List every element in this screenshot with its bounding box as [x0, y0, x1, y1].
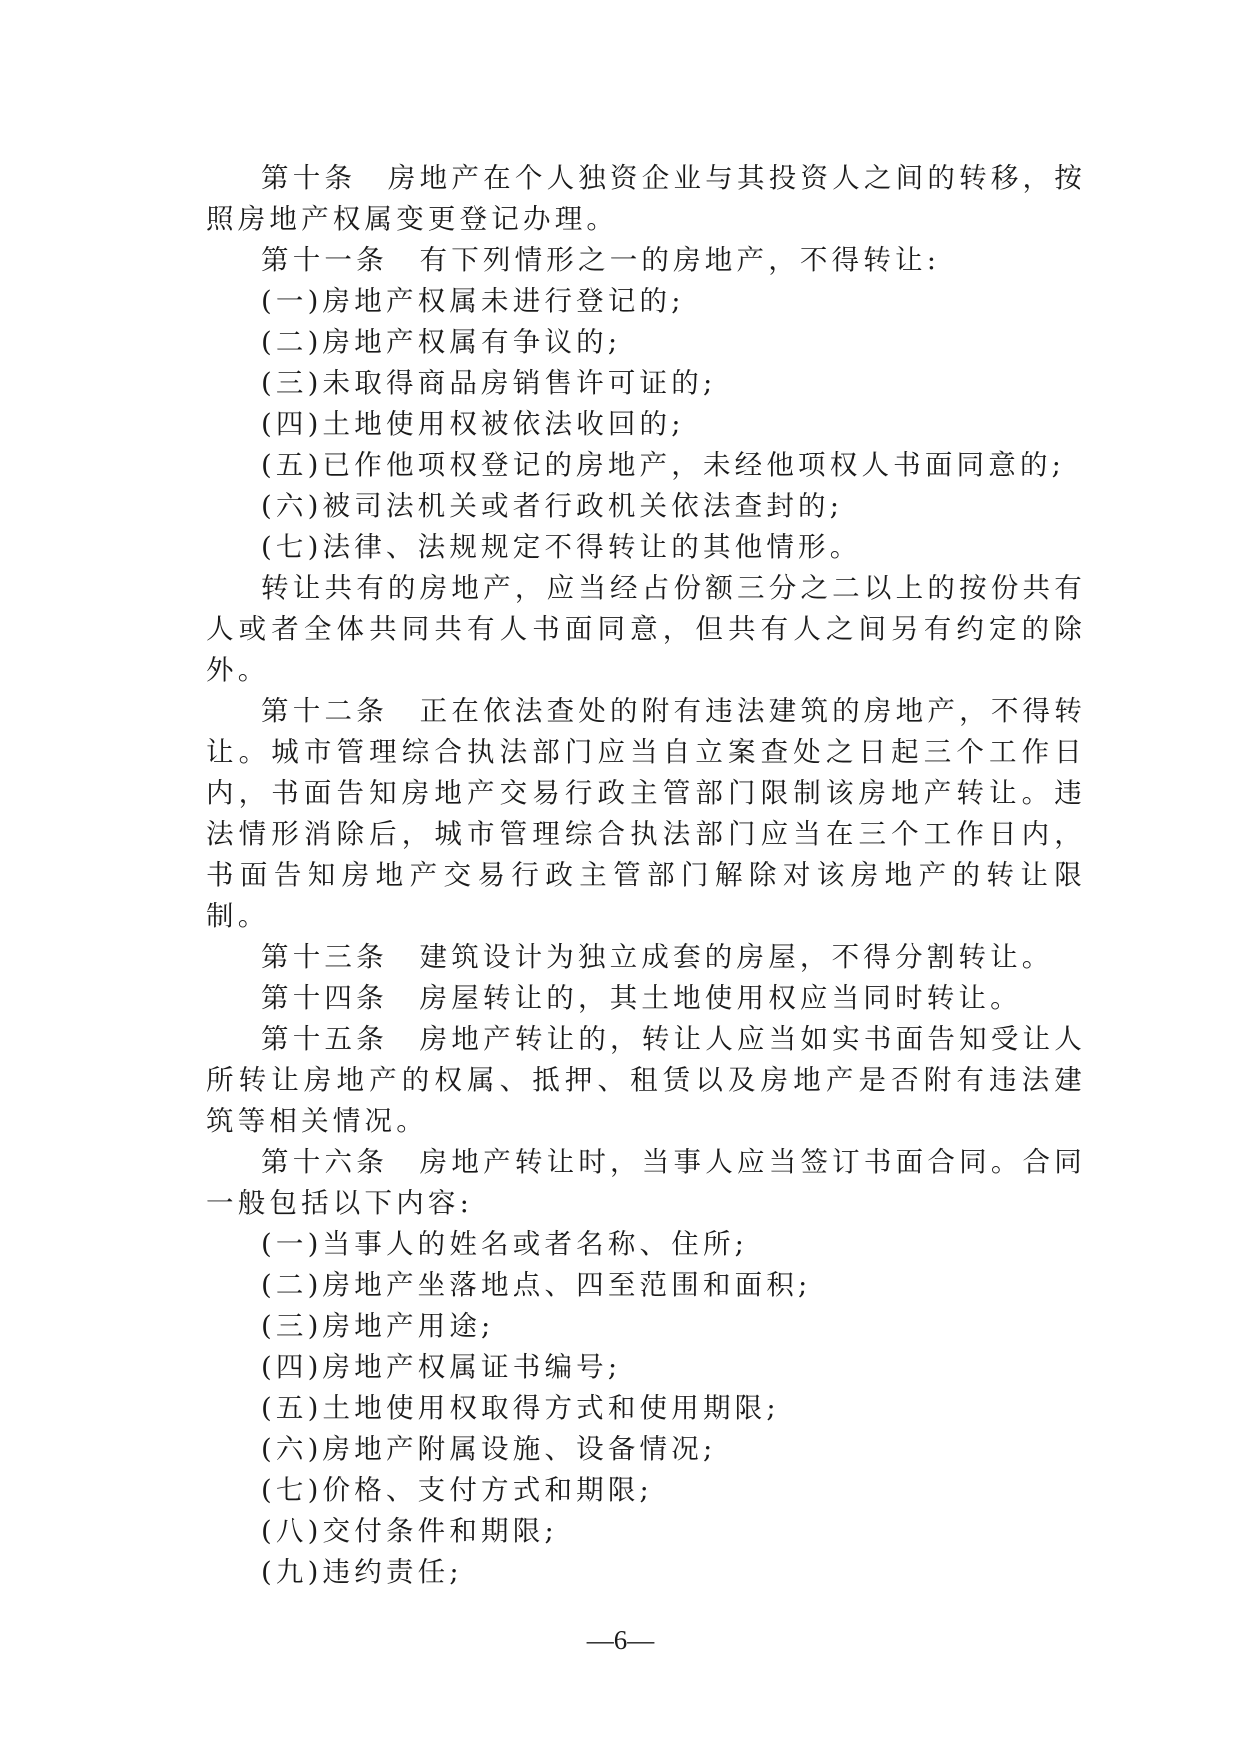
list-item: (二)房地产权属有争议的;: [261, 326, 622, 358]
list-item: (三)房地产用途;: [261, 1310, 495, 1342]
list-item: (七)价格、支付方式和期限;: [261, 1474, 654, 1506]
paragraph-article-11: 第十一条 有下列情形之一的房地产，不得转让:: [261, 244, 941, 276]
list-item: (五)土地使用权取得方式和使用期限;: [261, 1392, 780, 1424]
list-item: (八)交付条件和期限;: [261, 1515, 558, 1547]
paragraph-article-12: 第十二条 正在依法查处的附有违法建筑的房地产，不得转让。城市管理综合执法部门应当自立案查处之日起三个工作日内，书面告知房地产交易行政主管部门限制该房地产转让。违法情形消除后，城市管理综合执法部门应当在三个工作日内，书面告知房地产交易行政主管部门解除对该房地产的转让限制。: [206, 695, 1086, 932]
paragraph-article-10: 第十条 房地产在个人独资企业与其投资人之间的转移，按照房地产权属变更登记办理。: [206, 162, 1086, 235]
list-item: (六)房地产附属设施、设备情况;: [261, 1433, 717, 1465]
list-item: (四)房地产权属证书编号;: [261, 1351, 622, 1383]
list-item: (五)已作他项权登记的房地产，未经他项权人书面同意的;: [261, 449, 1066, 481]
list-item: (六)被司法机关或者行政机关依法查封的;: [261, 490, 844, 522]
list-item: (二)房地产坐落地点、四至范围和面积;: [261, 1269, 812, 1301]
list-item: (九)违约责任;: [261, 1556, 463, 1588]
paragraph-article-15: 第十五条 房地产转让的，转让人应当如实书面告知受让人所转让房地产的权属、抵押、租赁以及房地产是否附有违法建筑等相关情况。: [206, 1023, 1086, 1137]
paragraph-article-13: 第十三条 建筑设计为独立成套的房屋，不得分割转让。: [261, 941, 1054, 973]
list-item: (一)当事人的姓名或者名称、住所;: [261, 1228, 749, 1260]
list-item: (一)房地产权属未进行登记的;: [261, 285, 685, 317]
list-item: (四)土地使用权被依法收回的;: [261, 408, 685, 440]
paragraph-joint-ownership: 转让共有的房地产，应当经占份额三分之二以上的按份共有人或者全体共同共有人书面同意，但共有人之间另有约定的除外。: [206, 572, 1086, 686]
paragraph-article-16: 第十六条 房地产转让时，当事人应当签订书面合同。合同一般包括以下内容:: [206, 1146, 1086, 1219]
page-number: —6—: [586, 1625, 655, 1655]
list-item: (三)未取得商品房销售许可证的;: [261, 367, 717, 399]
list-item: (七)法律、法规规定不得转让的其他情形。: [261, 531, 862, 563]
document-body: [206, 158, 1086, 1593]
paragraph-article-14: 第十四条 房屋转让的，其土地使用权应当同时转让。: [261, 982, 1022, 1014]
